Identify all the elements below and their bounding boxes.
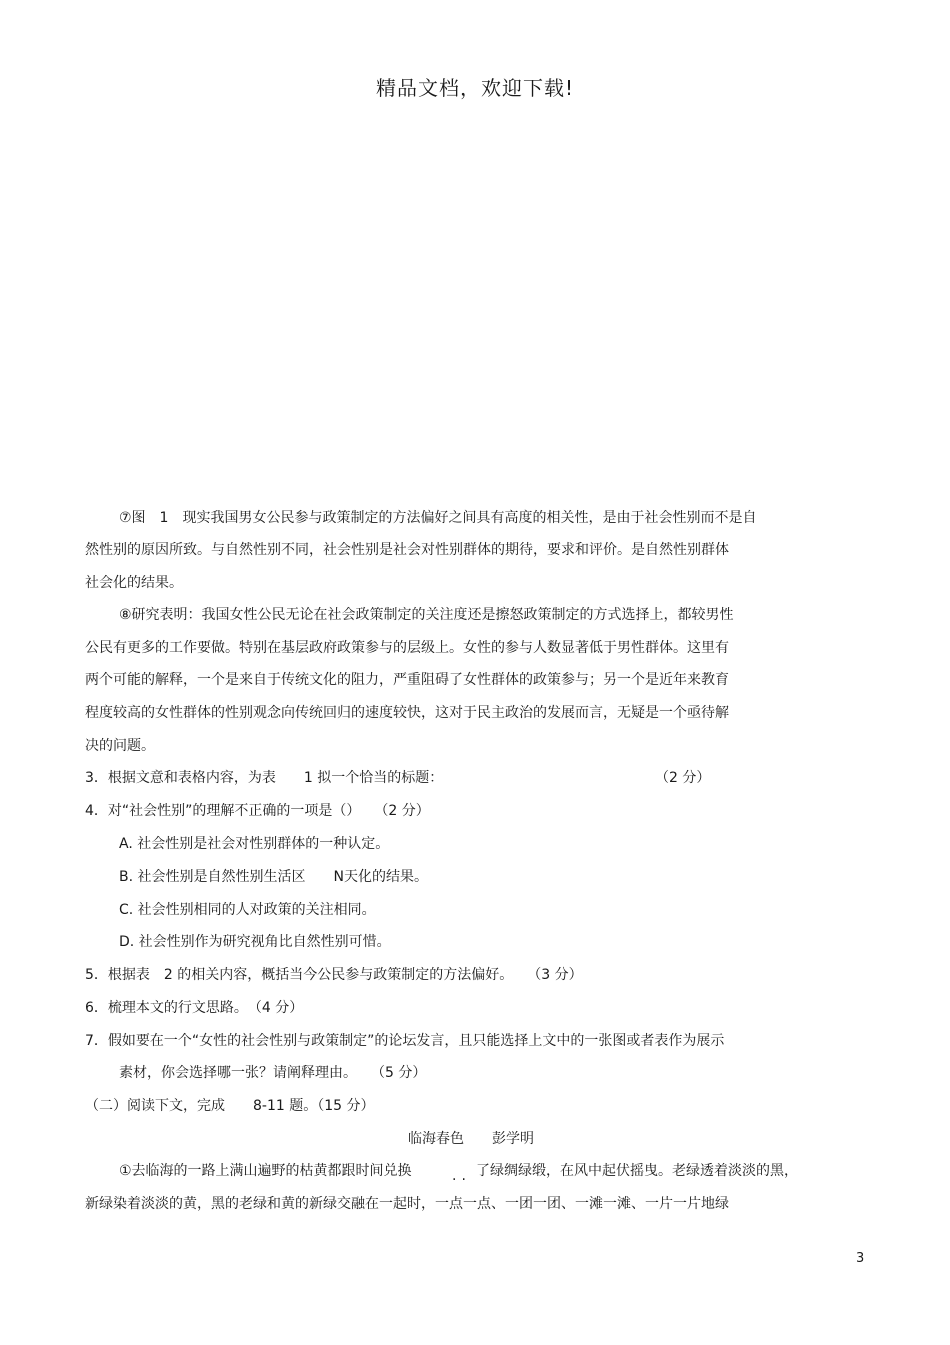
paragraph-8-line-4: 程度较高的女性群体的性别观念向传统回归的速度较快，这对于民主政治的发展而言，无疑是一个亟待解 bbox=[85, 705, 729, 721]
question-3-score: （2 分） bbox=[655, 770, 711, 786]
document-header: 精品文档，欢迎下载! bbox=[375, 76, 575, 100]
paragraph-7-line-3: 社会化的结果。 bbox=[85, 575, 183, 591]
question-7-line-1: 7．假如要在一个“女性的社会性别与政策制定”的论坛发言，且只能选择上文中的一张图或者表作为展示 bbox=[85, 1033, 725, 1049]
question-5: 5．根据表 2 的相关内容，概括当今公民参与政策制定的方法偏好。 （3 分） bbox=[85, 967, 583, 983]
paragraph-8-line-1: ⑧研究表明：我国女性公民无论在社会政策制定的关注度还是擦怒政策制定的方式选择上，都较男性 bbox=[119, 607, 734, 623]
page-number: 3 bbox=[856, 1251, 865, 1266]
question-3: 3．根据文意和表格内容，为表 1 拟一个恰当的标题： bbox=[85, 770, 444, 786]
article-paragraph-1-line-2: 新绿染着淡淡的黄，黑的老绿和黄的新绿交融在一起时，一点一点、一团一团、一滩一滩、一片一片地绿 bbox=[85, 1196, 729, 1212]
paragraph-7-line-2: 然性别的原因所致。与自然性别不同，社会性别是社会对性别群体的期待，要求和评价。是自然性别群体 bbox=[85, 542, 729, 558]
paragraph-7-line-1: ⑦图 1 现实我国男女公民参与政策制定的方法偏好之间具有高度的相关性，是由于社会性别而不是自 bbox=[119, 510, 757, 526]
question-7-line-2: 素材，你会选择哪一张？请阐释理由。 （5 分） bbox=[119, 1065, 427, 1081]
question-4-option-d: D. 社会性别作为研究视角比自然性别可惜。 bbox=[119, 934, 391, 950]
paragraph-8-line-3: 两个可能的解释，一个是来自于传统文化的阻力，严重阻碍了女性群体的政策参与；另一个是近年来教育 bbox=[85, 672, 729, 688]
emphasis-dots: .. bbox=[452, 1168, 471, 1184]
question-4-option-b: B. 社会性别是自然性别生活区 N天化的结果。 bbox=[119, 869, 428, 885]
question-6: 6．梳理本文的行文思路。 （4 分） bbox=[85, 1000, 304, 1016]
question-4-option-a: A. 社会性别是社会对性别群体的一种认定。 bbox=[119, 836, 390, 852]
paragraph-8-line-5: 决的问题。 bbox=[85, 738, 155, 754]
article-paragraph-1-line-1a: ①去临海的一路上满山遍野的枯黄都跟时间兑换 bbox=[119, 1163, 412, 1179]
paragraph-8-line-2: 公民有更多的工作要做。特别在基层政府政策参与的层级上。女性的参与人数显著低于男性群体。这里有 bbox=[85, 640, 729, 656]
article-paragraph-1-line-1b: 了绿绸绿缎，在风中起伏摇曳。老绿透着淡淡的黑， bbox=[476, 1163, 798, 1179]
section-2-heading: （二）阅读下文，完成 8-11 题。（15 分） bbox=[85, 1098, 375, 1114]
article-title: 临海春色 彭学明 bbox=[408, 1131, 534, 1147]
question-4-option-c: C. 社会性别相同的人对政策的关注相同。 bbox=[119, 902, 376, 918]
question-4: 4．对“社会性别”的理解不正确的一项是（） （2 分） bbox=[85, 803, 430, 819]
